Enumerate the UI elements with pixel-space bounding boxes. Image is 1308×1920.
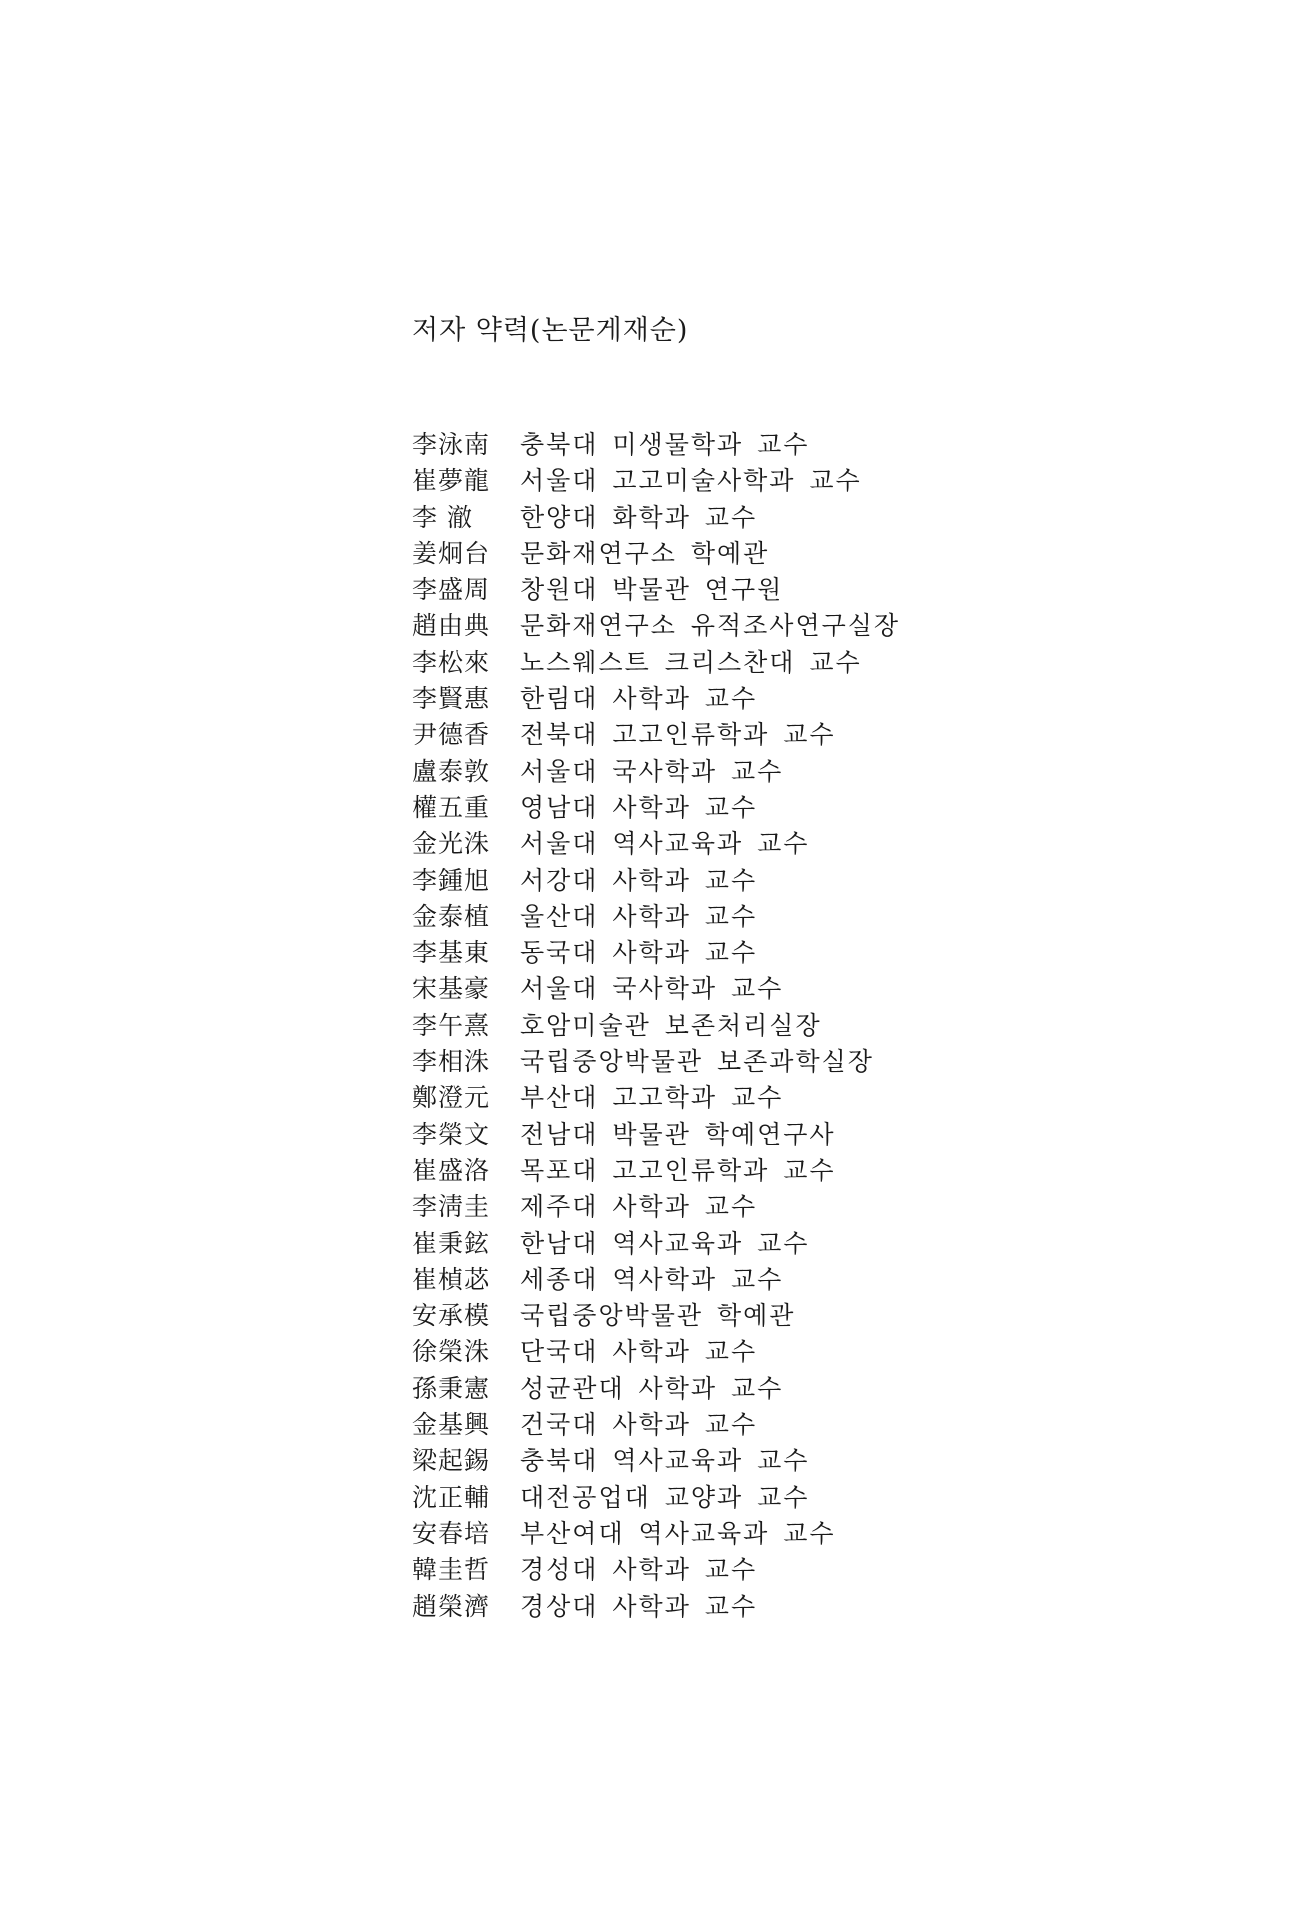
author-name: 李淸圭: [412, 1192, 491, 1222]
author-name: 崔夢龍: [412, 466, 491, 496]
author-row: [412, 643, 900, 679]
author-affiliation: 국립중앙박물관 학예관: [520, 1301, 796, 1331]
author-affiliation: 경성대 사학과 교수: [520, 1555, 758, 1585]
author-affiliation: 서울대 고고미술사학과 교수: [520, 466, 862, 496]
author-affiliation: 문화재연구소 학예관: [520, 538, 770, 568]
author-row: [412, 1187, 900, 1223]
author-row: [412, 1296, 900, 1332]
author-name: 李鍾旭: [412, 865, 491, 895]
author-affiliation: 경상대 사학과 교수: [520, 1591, 758, 1621]
author-row: [412, 679, 900, 715]
author-name: 金泰植: [412, 901, 491, 931]
author-row: [412, 1042, 900, 1078]
author-name: 崔秉鉉: [412, 1228, 491, 1258]
author-name: 李榮文: [412, 1119, 491, 1149]
author-row: [412, 1550, 900, 1586]
author-name: 李賢惠: [412, 684, 491, 714]
author-name: 安承模: [412, 1301, 491, 1331]
author-row: [412, 534, 900, 570]
author-affiliation: 세종대 역사학과 교수: [520, 1264, 784, 1294]
author-row: [412, 788, 900, 824]
author-list: [412, 425, 900, 1623]
author-name: 崔盛洛: [412, 1155, 491, 1185]
author-row: [412, 1514, 900, 1550]
author-name: 徐榮洙: [412, 1337, 491, 1367]
author-row: [412, 1332, 900, 1368]
author-row: [412, 461, 900, 497]
author-row: [412, 1151, 900, 1187]
author-row: [412, 933, 900, 969]
author-row: [412, 1006, 900, 1042]
author-affiliation: 호암미술관 보존처리실장: [520, 1010, 822, 1040]
author-row: [412, 606, 900, 642]
author-affiliation: 한림대 사학과 교수: [520, 684, 758, 714]
author-row: [412, 425, 900, 461]
author-affiliation: 서울대 국사학과 교수: [520, 974, 784, 1004]
author-row: [412, 752, 900, 788]
author-affiliation: 한양대 화학과 교수: [520, 502, 758, 532]
author-name: 安春培: [412, 1518, 491, 1548]
author-affiliation: 목포대 고고인류학과 교수: [520, 1155, 836, 1185]
author-name: 金基興: [412, 1410, 491, 1440]
author-row: [412, 1441, 900, 1477]
author-affiliation: 부산여대 역사교육과 교수: [520, 1518, 836, 1548]
author-row: [412, 861, 900, 897]
author-affiliation: 국립중앙박물관 보존과학실장: [520, 1047, 874, 1077]
author-name: 梁起錫: [412, 1446, 491, 1476]
author-row: [412, 1587, 900, 1623]
author-name: 李 澈: [412, 502, 473, 532]
author-affiliation: 서강대 사학과 교수: [520, 865, 758, 895]
author-affiliation: 영남대 사학과 교수: [520, 792, 758, 822]
page-title: 저자 약력(논문게재순): [412, 315, 689, 346]
author-affiliation: 제주대 사학과 교수: [520, 1192, 758, 1222]
author-row: [412, 824, 900, 860]
author-name: 姜炯台: [412, 538, 491, 568]
author-name: 宋基豪: [412, 974, 491, 1004]
author-row: [412, 498, 900, 534]
author-row: [412, 1478, 900, 1514]
author-name: 尹德香: [412, 720, 491, 750]
author-name: 韓圭哲: [412, 1555, 491, 1585]
author-name: 鄭澄元: [412, 1083, 491, 1113]
author-affiliation: 충북대 역사교육과 교수: [520, 1446, 810, 1476]
author-row: [412, 969, 900, 1005]
author-affiliation: 대전공업대 교양과 교수: [520, 1482, 810, 1512]
author-name: 李相洙: [412, 1047, 491, 1077]
author-row: [412, 1260, 900, 1296]
author-name: 李基東: [412, 938, 491, 968]
author-row: [412, 1078, 900, 1114]
author-affiliation: 울산대 사학과 교수: [520, 901, 758, 931]
author-name: 趙由典: [412, 611, 491, 641]
author-row: [412, 715, 900, 751]
author-row: [412, 1405, 900, 1441]
author-affiliation: 전남대 박물관 학예연구사: [520, 1119, 836, 1149]
author-affiliation: 동국대 사학과 교수: [520, 938, 758, 968]
author-name: 權五重: [412, 792, 491, 822]
author-affiliation: 문화재연구소 유적조사연구실장: [520, 611, 901, 641]
author-affiliation: 창원대 박물관 연구원: [520, 575, 784, 605]
author-name: 李松來: [412, 647, 491, 677]
author-name: 沈正輔: [412, 1482, 491, 1512]
author-row: [412, 897, 900, 933]
author-row: [412, 1224, 900, 1260]
author-affiliation: 한남대 역사교육과 교수: [520, 1228, 810, 1258]
author-affiliation: 단국대 사학과 교수: [520, 1337, 758, 1367]
author-name: 李午熹: [412, 1010, 491, 1040]
author-name: 盧泰敦: [412, 756, 491, 786]
author-row: [412, 1115, 900, 1151]
author-name: 金光洙: [412, 829, 491, 859]
author-affiliation: 서울대 국사학과 교수: [520, 756, 784, 786]
author-name: 李盛周: [412, 575, 491, 605]
author-affiliation: 노스웨스트 크리스찬대 교수: [520, 647, 862, 677]
author-affiliation: 건국대 사학과 교수: [520, 1410, 758, 1440]
author-affiliation: 충북대 미생물학과 교수: [520, 430, 810, 459]
author-affiliation: 전북대 고고인류학과 교수: [520, 720, 836, 750]
author-name: 李泳南: [412, 430, 491, 459]
author-affiliation: 부산대 고고학과 교수: [520, 1083, 784, 1113]
author-affiliation: 성균관대 사학과 교수: [520, 1373, 784, 1403]
author-name: 崔楨苾: [412, 1264, 491, 1294]
author-affiliation: 서울대 역사교육과 교수: [520, 829, 810, 859]
author-row: [412, 570, 900, 606]
author-name: 趙榮濟: [412, 1591, 491, 1621]
author-name: 孫秉憲: [412, 1373, 491, 1403]
author-row: [412, 1369, 900, 1405]
